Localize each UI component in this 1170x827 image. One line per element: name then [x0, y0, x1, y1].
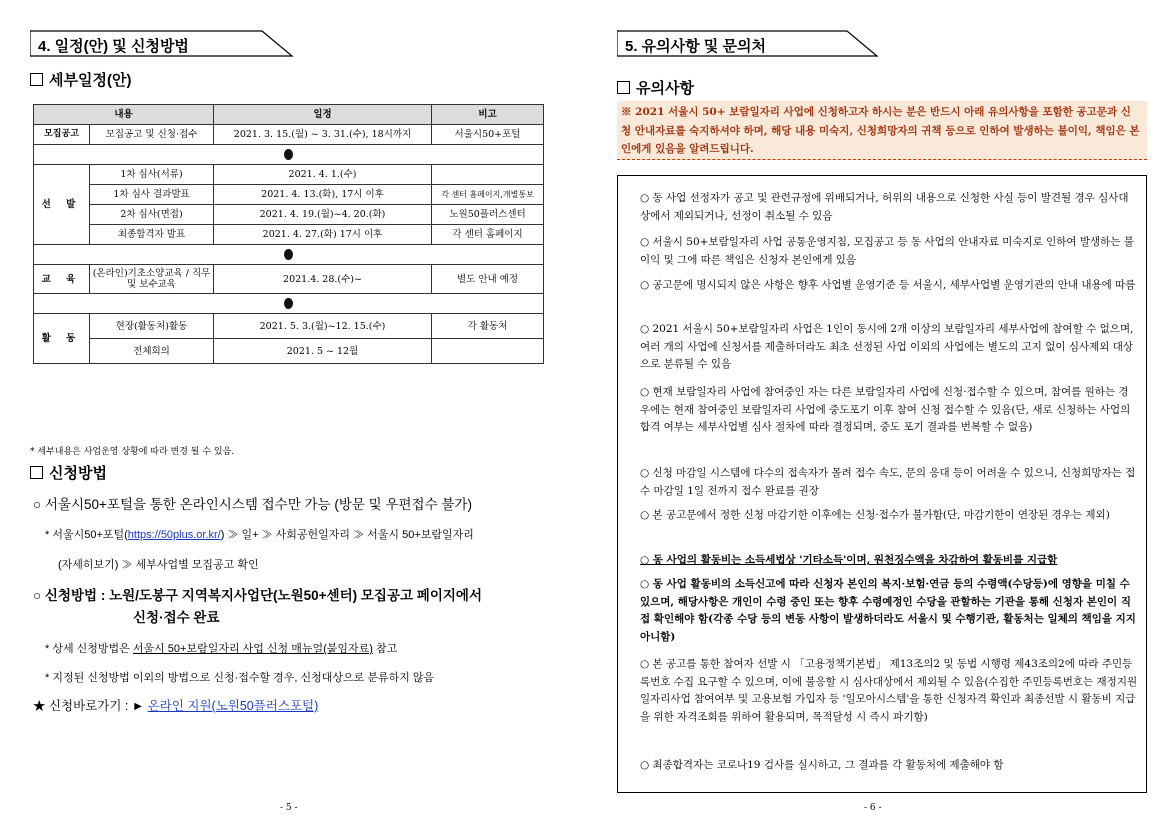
other-method-note: * 지정된 신청방법 이외의 방법으로 신청·접수할 경우, 신청대상으로 분류하지 않음: [45, 672, 435, 684]
cell-item: 전체회의: [90, 339, 214, 364]
list-item: ○ 서울시 50+보람일자리 사업 공통운영지침, 모집공고 등 동 사업의 안내자료 미숙지로 인하여 발생하는 불이익 및 그에 따른 책임은 신청자 본인에게 있음: [640, 236, 1134, 266]
shortcut-prefix: ★ 신청바로가기 : ►: [33, 699, 148, 713]
list-item: ○ 공고문에 명시되지 않은 사항은 향후 사업별 운영기준 등 서울시, 세부사업별 운영기관의 안내 내용에 따름: [640, 279, 1136, 291]
cell-item: (온라인)기초소양교육 / 직무 및 보수교육: [90, 265, 214, 294]
list-item: ○ 본 공고문에서 정한 신청 마감기한 이후에는 신청·접수가 불가함(단, 마감기한이 연장된 경우는 제외): [640, 509, 1110, 521]
arrow-row: [34, 145, 544, 165]
cell-note: 별도 안내 예정: [432, 265, 544, 294]
cell-note: 각 센터 홈페이지: [432, 225, 544, 245]
cell-item: 모집공고 및 신청·접수: [90, 125, 214, 145]
cell-item: 1차 심사(서류): [90, 165, 214, 185]
cell-note: 각 활동처: [432, 314, 544, 339]
detail-suffix: 참고: [372, 643, 398, 655]
table-row: [34, 265, 544, 294]
path-suffix: ) ≫ 일+ ≫ 사회공헌일자리 ≫ 서울시 50+보람일자리: [220, 529, 474, 541]
portal-link[interactable]: https://50plus.or.kr/: [127, 529, 221, 541]
down-arrow-icon: [284, 149, 293, 160]
cell-note: 각 센터 홈페이지,개별통보: [432, 185, 544, 205]
group-recruit: 모집공고: [34, 125, 90, 145]
list-item: ○ 동 사업의 활동비는 소득세법상 '기타소득'이며, 원천징수액을 차감하여 활동비를 지급함: [640, 554, 1058, 566]
list-item: ○ 최종합격자는 코로나19 검사를 실시하고, 그 결과를 각 활동처에 제출해야 함: [640, 759, 1004, 771]
method-online-only: ○ 서울시50+포털을 통한 온라인시스템 접수만 가능 (방문 및 우편접수 불가): [33, 497, 472, 512]
section-5-title: 5. 유의사항 및 문의처: [625, 38, 766, 55]
table-row: [34, 185, 544, 205]
method-apply-line2: 신청·접수 완료: [133, 610, 220, 625]
section-4-title: 4. 일정(안) 및 신청방법: [38, 38, 189, 55]
page-number: - 6 -: [864, 803, 882, 813]
checkbox-icon: [30, 466, 43, 479]
caution-list-box: [617, 175, 1147, 793]
apply-shortcut: [33, 696, 318, 714]
schedule-table: [33, 104, 544, 364]
cell-date: 2021. 4. 13.(화), 17시 이후: [214, 185, 432, 205]
arrow-row: [34, 294, 544, 314]
cell-date: 2021. 4. 27.(화) 17시 이후: [214, 225, 432, 245]
cell-note: [432, 339, 544, 364]
list-item: ○ 동 사업 선정자가 공고 및 관련규정에 위배되거나, 허위의 내용으로 신청한 사실 등이 발견될 경우 심사대상에서 제외되거나, 선정이 취소될 수 있음: [640, 192, 1129, 222]
cell-note: 노원50플러스센터: [432, 205, 544, 225]
down-arrow-icon: [284, 298, 293, 309]
cell-date: 2021. 5 ~ 12월: [214, 339, 432, 364]
table-row: [34, 339, 544, 364]
checkbox-icon: [617, 81, 630, 94]
detail-prefix: * 상세 신청방법은: [45, 643, 133, 655]
table-row: [34, 314, 544, 339]
cell-note: [432, 165, 544, 185]
portal-path-line2: (자세히보기) ≫ 세부사업별 모집공고 확인: [58, 559, 259, 571]
table-row: [34, 225, 544, 245]
arrow-row: [34, 245, 544, 265]
header-content: 내용: [34, 105, 214, 125]
portal-path: [45, 526, 474, 542]
detail-method: [45, 640, 397, 656]
cell-date: 2021.4. 28.(수)~: [214, 265, 432, 294]
group-edu: 교 육: [34, 265, 90, 294]
group-act: 활 동: [34, 314, 90, 364]
cell-item: 2차 심사(면접): [90, 205, 214, 225]
schedule-subheading-text: 세부일정(안): [49, 72, 132, 89]
checkbox-icon: [30, 73, 43, 86]
cell-item: 현장(활동처)활동: [90, 314, 214, 339]
list-item: ○ 동 사업 활동비의 소득신고에 따라 신청자 본인의 복지·보험·연금 등의 수령액(수당등)에 영향을 미칠 수 있으며, 해당사항은 개인이 수령 중인 또는 향후 수령예정인 수당을 관할하는 기관을 통해 신청자 본인이 직접 확인해야 함(각종 수당 등의 변동 사항이 발생하더라도 서울시 및 수행기관, 활동처는 일체의 책임을 지지 아니함): [640, 578, 1136, 643]
list-item: ○ 본 공고를 통한 참여자 선발 시 「고용정책기본법」 제13조의2 및 동법 시행령 제43조의2에 따라 주민등록번호 수집 요구할 수 있으며, 이에 불응할 시 심사대상에서 제외될 수 있음(수집한 주민등록번호는 재정지원일자리사업 참여여부 및 고용보험 가입자 등 '일모아시스템'을 통한 신청자격 확인과 최종선발 시 활동비 지급을 위한 자격조회를 위하여 활용되며, 목적달성 시 즉시 파기함): [640, 658, 1138, 723]
method-subheading-text: 신청방법: [49, 465, 107, 482]
list-item: ○ 신청 마감일 시스템에 다수의 접속자가 몰려 접수 속도, 문의 응대 등이 어려울 수 있으니, 신청희망자는 접수 마감일 1일 전까지 접수 완료를 권장: [640, 467, 1136, 497]
online-apply-link[interactable]: 온라인 지원(노원50플러스포털): [147, 699, 319, 713]
method-apply: ○ 신청방법 : 노원/도봉구 지역복지사업단(노원50+센터) 모집공고 페이지에서: [33, 588, 482, 603]
section-4-heading-tab: [30, 30, 295, 57]
list-item: ○ 현재 보람일자리 사업에 참여중인 자는 다른 보람일자리 사업에 신청·접수할 수 있으며, 참여를 원하는 경우에는 현재 참여중인 보람일자리 사업에 중도포기 이후 참여 신청 접수할 수 있음(단, 새로 신청하는 사업의 합격 여부는 세부사업별 심사 절차에 따라 결정되며, 중도 포기 결과를 번복할 수 없음): [640, 386, 1131, 433]
table-header-row: [34, 105, 544, 125]
table-row: [34, 205, 544, 225]
path-prefix: * 서울시50+포털(: [45, 529, 128, 541]
page-number: - 5 -: [280, 803, 298, 813]
down-arrow-icon: [284, 249, 293, 260]
caution-warning-box: [617, 101, 1147, 160]
cell-note: 서울시50+포털: [432, 125, 544, 145]
cell-item: 1차 심사 결과발표: [90, 185, 214, 205]
caution-warning-text: ※ 2021 서울시 50+ 보람일자리 사업에 신청하고자 하시는 분은 반드시 아래 유의사항을 포함한 공고문과 신청 안내자료를 숙지하셔야 하며, 해당 내용 미숙지, 신청희망자의 귀책 등으로 인하여 발생하는 불이익, 책임은 본인에게 있음을 알려드립니다.: [621, 106, 1140, 155]
header-date: 일정: [214, 105, 432, 125]
group-select: 선 발: [34, 165, 90, 245]
table-footnote: * 세부내용은 사업운영 상황에 따라 변경 될 수 있음.: [30, 447, 235, 457]
cell-date: 2021. 5. 3.(월)~12. 15.(수): [214, 314, 432, 339]
table-row: [34, 125, 544, 145]
table-row: [34, 165, 544, 185]
cell-date: 2021. 3. 15.(월) ~ 3. 31.(수), 18시까지: [214, 125, 432, 145]
cell-item: 최종합격자 발표: [90, 225, 214, 245]
caution-subheading: [617, 77, 694, 98]
schedule-subheading: [30, 69, 131, 90]
list-item: ○ 2021 서울시 50+보람일자리 사업은 1인이 동시에 2개 이상의 보람일자리 세부사업에 참여할 수 없으며, 여러 개의 사업에 신청서를 제출하더라도 최초 선정된 사업 이외의 사업에는 별도의 고지 없이 심사제외 대상으로 분류될 수 있음: [640, 323, 1134, 370]
caution-subheading-text: 유의사항: [636, 80, 694, 97]
cell-date: 2021. 4. 1.(수): [214, 165, 432, 185]
cell-date: 2021. 4. 19.(월)~4. 20.(화): [214, 205, 432, 225]
section-5-heading-tab: [617, 30, 882, 57]
manual-reference[interactable]: 서울시 50+보람일자리 사업 신청 매뉴얼(붙임자료): [132, 643, 373, 655]
method-subheading: [30, 462, 107, 483]
header-note: 비고: [432, 105, 544, 125]
